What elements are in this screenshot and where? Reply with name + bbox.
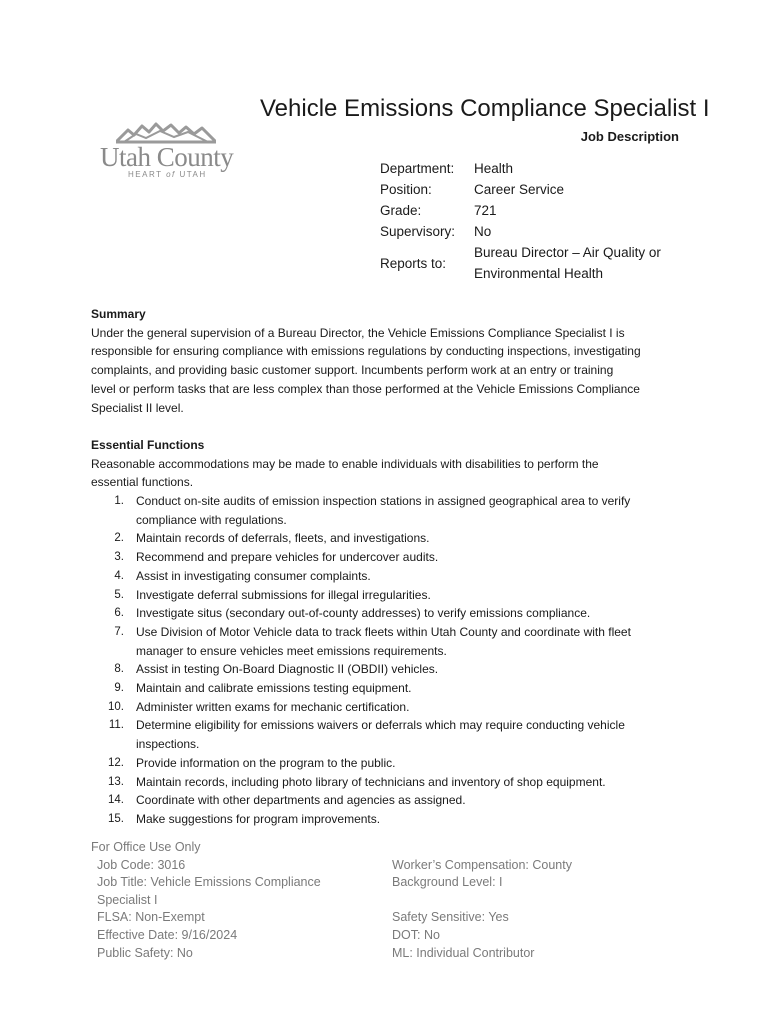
- function-text: Use Division of Motor Vehicle data to track fleets within Utah County and coordinate with fleet: [136, 624, 631, 639]
- info-value: 721: [474, 203, 497, 218]
- function-text: Coordinate with other departments and agencies as assigned.: [136, 793, 466, 808]
- function-text: Maintain and calibrate emissions testing equipment.: [136, 681, 412, 696]
- function-number: 3.: [114, 551, 124, 564]
- function-text: Maintain records, including photo library of technicians and inventory of shop equipment.: [136, 774, 606, 789]
- essential-intro-line: essential functions.: [91, 475, 194, 490]
- function-text: Assist in testing On-Board Diagnostic II (OBDII) vehicles.: [136, 662, 439, 677]
- job-description-body: [91, 305, 691, 829]
- function-number: 14.: [108, 794, 124, 807]
- function-number: 4.: [114, 569, 124, 582]
- page-title: Vehicle Emissions Compliance Specialist I: [260, 95, 710, 122]
- office-left-column: [97, 857, 347, 963]
- function-item: [91, 810, 691, 829]
- function-text: Recommend and prepare vehicles for undercover audits.: [136, 550, 439, 565]
- function-item: [91, 716, 691, 753]
- function-text: Provide information on the program to the public.: [136, 755, 396, 770]
- logo-wordmark: Utah County: [100, 142, 234, 172]
- function-number: 7.: [114, 625, 124, 638]
- info-label: Reports to:: [380, 256, 447, 271]
- function-number: 8.: [114, 663, 124, 676]
- function-item: [91, 791, 691, 810]
- function-text: Maintain records of deferrals, fleets, and investigations.: [136, 531, 430, 546]
- summary-line: level or perform tasks that are less complex than those performed at the Vehicle Emissions Compliance: [91, 381, 640, 396]
- function-item: [91, 548, 691, 567]
- function-item: [91, 754, 691, 773]
- info-value: Career Service: [474, 182, 565, 197]
- function-text: Investigate deferral submissions for illegal irregularities.: [136, 587, 431, 602]
- office-use-block: [91, 839, 611, 960]
- function-item: [91, 679, 691, 698]
- info-value: Bureau Director – Air Quality or: [474, 245, 661, 260]
- essential-functions-list: [91, 492, 691, 829]
- function-text: manager to ensure vehicles meet emissions requirements.: [136, 643, 447, 658]
- info-value: No: [474, 224, 492, 239]
- job-title-line: Job Title: Vehicle Emissions Compliance: [97, 875, 321, 890]
- function-number: 9.: [114, 682, 124, 695]
- function-text: Conduct on-site audits of emission inspection stations in assigned geographical area to verify: [136, 494, 631, 509]
- function-item: [91, 492, 691, 529]
- summary-line: responsible for ensuring compliance with emissions regulations by conducting inspections, investigating: [91, 344, 641, 359]
- function-item: [91, 660, 691, 679]
- function-item: [91, 604, 691, 623]
- function-text: compliance with regulations.: [136, 512, 287, 527]
- summary-heading: Summary: [91, 307, 146, 321]
- public-safety: Public Safety: No: [97, 945, 193, 960]
- function-number: 2.: [114, 532, 124, 545]
- function-number: 12.: [108, 756, 124, 769]
- function-item: [91, 623, 691, 660]
- function-number: 11.: [108, 719, 124, 732]
- effective-date: Effective Date: 9/16/2024: [97, 927, 238, 942]
- flsa: FLSA: Non-Exempt: [97, 910, 205, 925]
- essential-intro-line: Reasonable accommodations may be made to enable individuals with disabilities to perform the: [91, 456, 599, 471]
- info-label: Supervisory:: [380, 224, 456, 239]
- info-label: Position:: [380, 182, 432, 197]
- info-label: Grade:: [380, 203, 422, 218]
- ml: ML: Individual Contributor: [392, 945, 535, 960]
- function-item: [91, 698, 691, 717]
- function-number: 1.: [114, 495, 124, 508]
- function-text: inspections.: [136, 737, 200, 752]
- function-text: Assist in investigating consumer complaints.: [136, 568, 371, 583]
- function-number: 6.: [114, 607, 124, 620]
- info-label: Department:: [380, 161, 455, 176]
- summary-line: complaints, and providing basic customer support. Incumbents perform work at an entry or training: [91, 363, 614, 378]
- function-number: 15.: [108, 812, 124, 825]
- info-value: Health: [474, 161, 514, 176]
- function-item: [91, 567, 691, 586]
- job-code: Job Code: 3016: [97, 857, 186, 872]
- function-item: [91, 529, 691, 548]
- dot: DOT: No: [392, 927, 440, 942]
- utah-county-logo: [100, 122, 234, 182]
- workers-compensation: Worker’s Compensation: County: [392, 857, 572, 872]
- mountains-icon: [116, 122, 216, 144]
- background-level: Background Level: I: [392, 875, 503, 890]
- function-text: Make suggestions for program improvements.: [136, 811, 381, 826]
- function-item: [91, 773, 691, 792]
- function-number: 13.: [108, 775, 124, 788]
- function-number: 10.: [108, 700, 124, 713]
- function-text: Administer written exams for mechanic certification.: [136, 699, 410, 714]
- function-text: Determine eligibility for emissions waivers or deferrals which may require conducting vehicle: [136, 718, 625, 733]
- page-subtitle: Job Description: [580, 129, 679, 144]
- logo-tagline: HEART of UTAH: [128, 170, 207, 179]
- office-right-column: [392, 857, 622, 963]
- info-value: Environmental Health: [474, 266, 604, 281]
- job-title-line: Specialist I: [97, 892, 158, 907]
- summary-line: Under the general supervision of a Bureau Director, the Vehicle Emissions Compliance Specialist I is: [91, 325, 625, 340]
- function-item: [91, 586, 691, 605]
- essential-functions-heading: Essential Functions: [91, 437, 205, 452]
- safety-sensitive: Safety Sensitive: Yes: [392, 910, 509, 925]
- function-number: 5.: [114, 588, 124, 601]
- summary-line: Specialist II level.: [91, 400, 184, 415]
- function-text: Investigate situs (secondary out-of-county addresses) to verify emissions compliance.: [136, 606, 591, 621]
- office-use-title: For Office Use Only: [91, 840, 201, 854]
